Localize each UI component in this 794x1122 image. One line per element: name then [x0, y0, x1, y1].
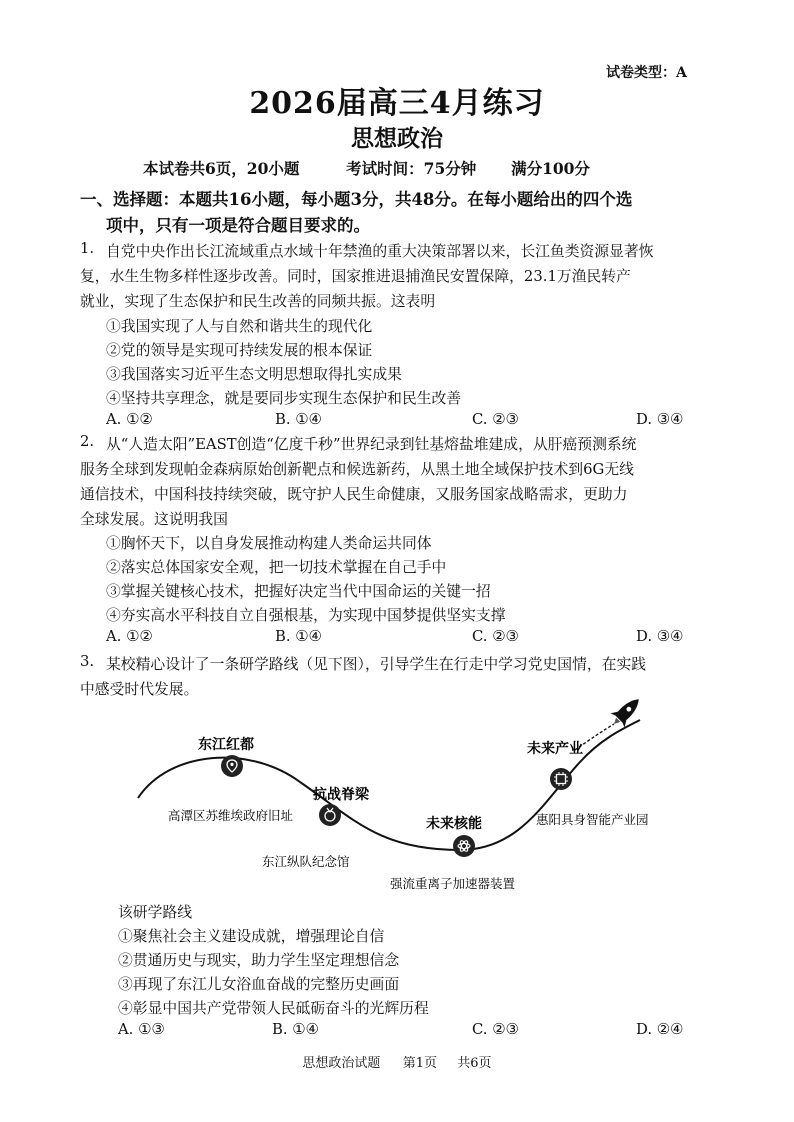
option-a: A. ①② — [106, 411, 153, 428]
question-lead: 该研学路线 — [118, 904, 192, 921]
question-item: ②党的领导是实现可持续发展的根本保证 — [106, 342, 373, 359]
paper-type: 试卷类型：A — [606, 65, 687, 81]
option-c: C. ②③ — [472, 628, 519, 645]
question-stem-line: 某校精心设计了一条研学路线（见下图），引导学生在行走中学习党史国情，在实践 — [106, 656, 647, 673]
option-a: A. ①② — [106, 628, 153, 645]
option-a: A. ①③ — [118, 1021, 165, 1038]
stop-name: 未来产业 — [527, 741, 583, 757]
stop-place: 强流重离子加速器装置 — [390, 876, 516, 891]
route-stop-1 — [221, 755, 243, 777]
question-stem-line: 复，水生生物多样性逐步改善。同时，国家推进退捕渔民安置保障，23.1万渔民转产 — [80, 268, 631, 285]
question-item: ③我国落实习近平生态文明思想取得扎实成果 — [106, 366, 402, 383]
footer-page: 第1页 — [402, 1056, 437, 1071]
exam-info — [143, 157, 590, 179]
option-b: B. ①④ — [272, 1021, 319, 1038]
question-item: ③再现了东江儿女浴血奋战的完整历史画面 — [118, 976, 400, 993]
question-stem-line: 中感受时代发展。 — [80, 681, 199, 698]
question-number: 3. — [80, 653, 95, 670]
route-stop-4 — [550, 768, 572, 790]
stop-place: 惠阳具身智能产业园 — [536, 812, 649, 827]
stop-place: 东江纵队纪念馆 — [262, 854, 350, 869]
question-stem-line: 全球发展。这说明我国 — [80, 511, 228, 528]
option-b: B. ①④ — [275, 628, 322, 645]
question-item: ①胸怀天下，以自身发展推动构建人类命运共同体 — [106, 535, 432, 552]
stop-name: 未来核能 — [426, 816, 482, 832]
question-item: ①我国实现了人与自然和谐共生的现代化 — [106, 318, 373, 335]
option-d: D. ②④ — [636, 1021, 684, 1038]
info-score: 满分100分 — [511, 159, 590, 178]
option-c: C. ②③ — [472, 1021, 519, 1038]
option-d: D. ③④ — [636, 411, 684, 428]
info-pages: 本试卷共6页，20小题 — [143, 159, 300, 178]
route-stop-3 — [453, 835, 475, 857]
question-item: ②贯通历史与现实，助力学生坚定理想信念 — [118, 952, 400, 969]
question-stem-line: 自党中央作出长江流域重点水域十年禁渔的重大决策部署以来，长江鱼类资源显著恢 — [106, 243, 654, 260]
question-stem-line: 通信技术，中国科技持续突破，既守护人民生命健康，又服务国家战略需求，更助力 — [80, 486, 628, 503]
option-d: D. ③④ — [636, 628, 684, 645]
stop-place: 高潭区苏维埃政府旧址 — [168, 808, 294, 823]
section-heading-line2: 项中，只有一项是符合题目要求的。 — [106, 216, 370, 235]
question-item: ①聚焦社会主义建设成就，增强理论自信 — [118, 928, 385, 945]
question-stem-line: 从“人造太阳”EAST创造“亿度千秒”世界纪录到钍基熔盐堆建成，从肝癌预测系统 — [106, 436, 637, 453]
route-stop-2 — [319, 804, 341, 826]
question-item: ②落实总体国家安全观，把一切技术掌握在自己手中 — [106, 559, 447, 576]
question-stem-line: 服务全球到发现帕金森病原始创新靶点和候选新药，从黑土地全域保护技术到6G无线 — [80, 461, 634, 478]
stop-name: 东江红都 — [198, 737, 254, 753]
question-item: ④彰显中国共产党带领人民砥砺奋斗的光辉历程 — [118, 1000, 429, 1017]
question-item: ④坚持共享理念，就是要同步实现生态保护和民生改善 — [106, 390, 462, 407]
stop-name: 抗战脊梁 — [313, 787, 369, 803]
question-number: 2. — [80, 433, 95, 450]
question-stem-line: 就业，实现了生态保护和民生改善的同频共振。这表明 — [80, 293, 436, 310]
question-item: ③掌握关键核心技术，把握好决定当代中国命运的关键一招 — [106, 583, 491, 600]
footer-total: 共6页 — [457, 1056, 492, 1071]
option-b: B. ①④ — [275, 411, 322, 428]
footer-subject: 思想政治试题 — [302, 1056, 381, 1071]
info-time: 考试时间：75分钟 — [346, 159, 477, 178]
page-footer — [0, 1052, 794, 1071]
option-c: C. ②③ — [472, 411, 519, 428]
subject-title: 思想政治 — [351, 125, 443, 152]
question-number: 1. — [80, 240, 95, 257]
section-heading-line1: 一、选择题：本题共16小题，每小题3分，共48分。在每小题给出的四个选 — [80, 190, 633, 209]
study-route-diagram — [0, 690, 794, 900]
exam-title: 2026届高三4月练习 — [249, 86, 545, 121]
question-item: ④夯实高水平科技自立自强根基，为实现中国梦提供坚实支撑 — [106, 607, 506, 624]
